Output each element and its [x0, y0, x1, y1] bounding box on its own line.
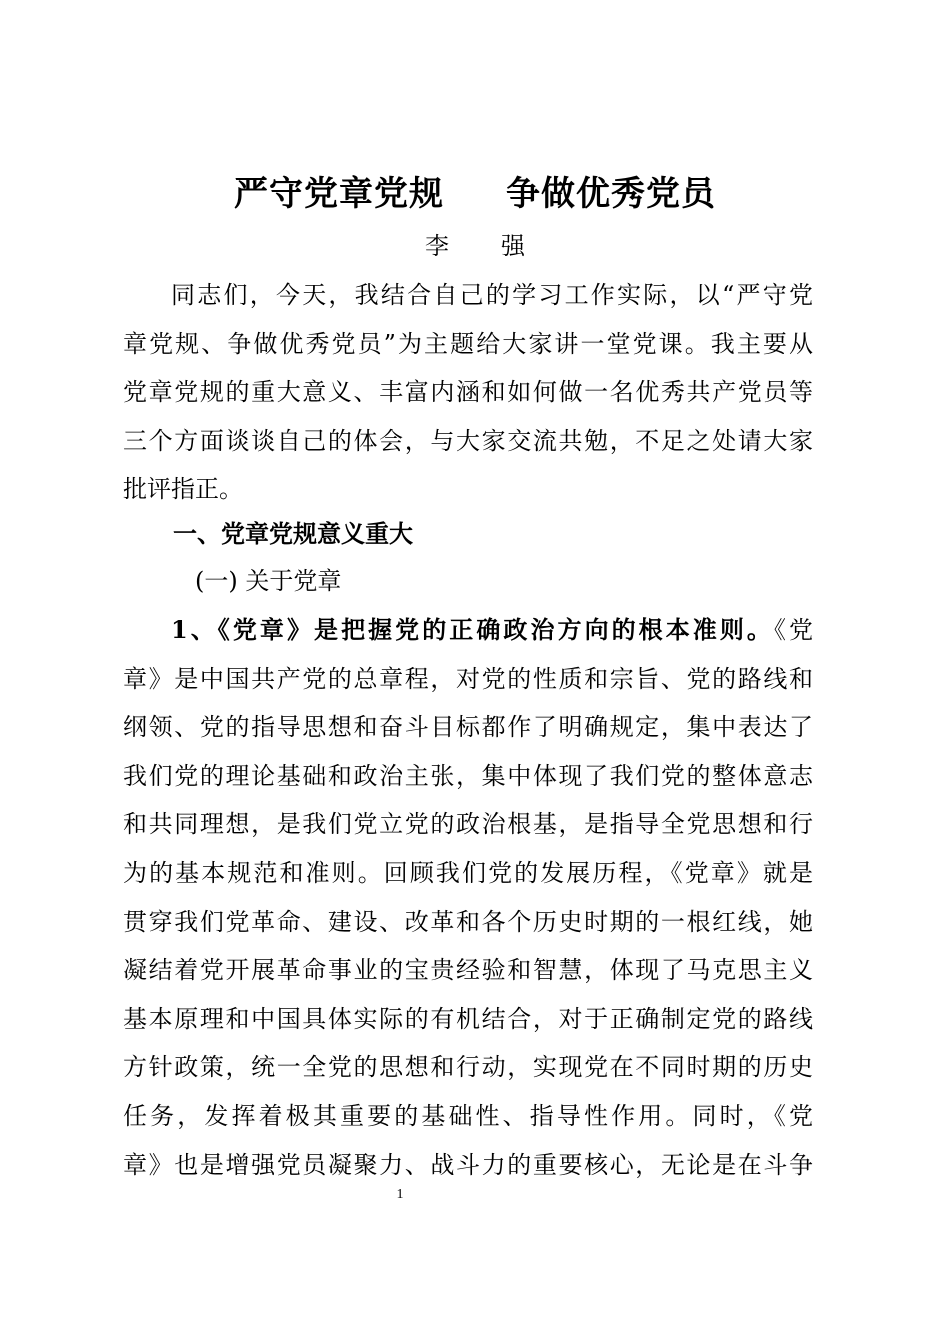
intro-line: 章党规、争做优秀党员”为主题给大家讲一堂党课。我主要从 [123, 329, 813, 358]
point-1-line: 章》也是增强党员凝聚力、战斗力的重要核心，无论是在斗争 [123, 1150, 813, 1179]
point-1-line: 贯穿我们党革命、建设、改革和各个历史时期的一根红线，她 [123, 907, 813, 936]
author-name [0, 230, 950, 262]
author-surname: 李 [425, 232, 449, 260]
point-1-line: 章》是中国共产党的总章程，对党的性质和宗旨、党的路线和 [123, 664, 813, 693]
intro-paragraph [123, 271, 813, 514]
title-part-2: 争做优秀党员 [506, 174, 716, 214]
intro-line: 同志们，今天，我结合自己的学习工作实际，以“严守党 [171, 281, 813, 309]
point-1-first-line [123, 606, 813, 655]
intro-line: 党章党规的重大意义、丰富内涵和如何做一名优秀共产党员等 [123, 378, 813, 407]
section-heading: 一、党章党规意义重大 [173, 519, 413, 548]
author-given-name: 强 [501, 232, 525, 260]
point-1-lead: 1、《党章》是把握党的正确政治方向的根本准则。 [171, 615, 774, 644]
point-1-line: 基本原理和中国具体实际的有机结合，对于正确制定党的路线 [123, 1004, 813, 1033]
point-1-line: 任务，发挥着极其重要的基础性、指导性作用。同时，《党 [123, 1101, 813, 1130]
point-1-line: 为的基本规范和准则。回顾我们党的发展历程，《党章》就是 [123, 858, 813, 887]
subsection-heading: (一) 关于党章 [195, 567, 342, 595]
page-number: 1 [396, 1187, 404, 1202]
point-1-line: 我们党的理论基础和政治主张，集中体现了我们党的整体意志 [123, 761, 813, 790]
intro-line: 三个方面谈谈自己的体会，与大家交流共勉，不足之处请大家 [123, 426, 813, 455]
point-1-line: 和共同理想，是我们党立党的政治根基，是指导全党思想和行 [123, 810, 813, 839]
point-1-line: 纲领、党的指导思想和奋斗目标都作了明确规定，集中表达了 [123, 713, 813, 742]
point-1-line: 《党 [773, 616, 814, 644]
point-1-paragraph [123, 606, 813, 1189]
point-1-line: 凝结着党开展革命事业的宝贵经验和智慧，体现了马克思主义 [123, 956, 813, 985]
document-title [0, 170, 950, 218]
title-part-1: 严守党章党规 [234, 174, 444, 214]
point-1-line: 方针政策，统一全党的思想和行动，实现党在不同时期的历史 [123, 1053, 813, 1082]
intro-line: 批评指正。 [123, 475, 243, 504]
